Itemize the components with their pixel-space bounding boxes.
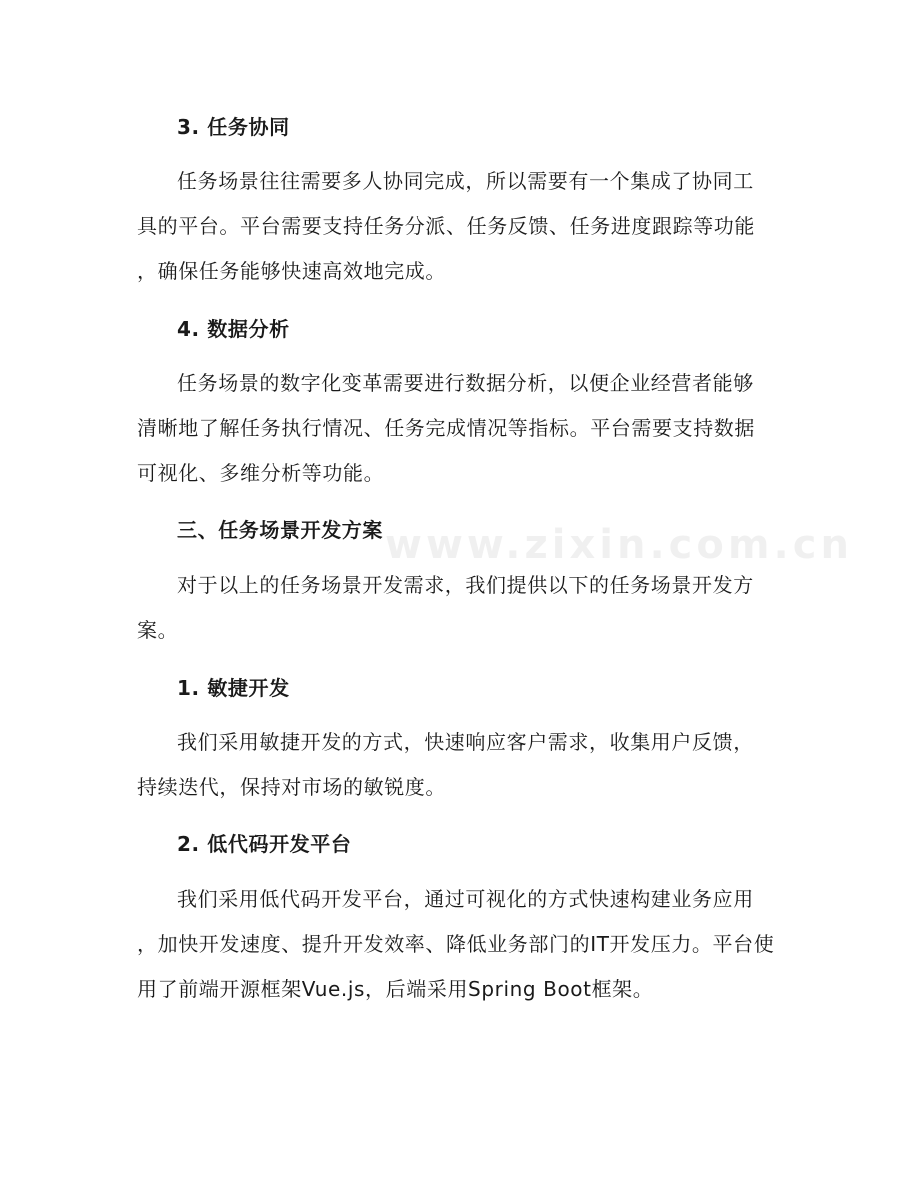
paragraph-line: 任务场景的数字化变革需要进行数据分析，以便企业经营者能够: [177, 371, 754, 395]
paragraph-line: ，加快开发速度、提升开发效率、降低业务部门的IT开发压力。平台使: [137, 932, 775, 956]
paragraph-line: 可视化、多维分析等功能。: [137, 461, 385, 485]
paragraph-line: 我们采用低代码开发平台，通过可视化的方式快速构建业务应用: [177, 887, 754, 911]
paragraph-line: 持续迭代，保持对市场的敏锐度。: [137, 775, 446, 799]
section-heading-agile-development: 1. 敏捷开发: [177, 676, 290, 700]
section-heading-data-analysis: 4. 数据分析: [177, 317, 290, 341]
paragraph-line: 案。: [137, 618, 179, 642]
paragraph-line: 对于以上的任务场景开发需求，我们提供以下的任务场景开发方: [177, 573, 754, 597]
paragraph-line: 清晰地了解任务执行情况、任务完成情况等指标。平台需要支持数据: [137, 416, 755, 440]
paragraph-line: 任务场景往往需要多人协同完成，所以需要有一个集成了协同工: [177, 169, 754, 193]
section-heading-task-collaboration: 3. 任务协同: [177, 115, 290, 139]
section-heading-low-code-platform: 2. 低代码开发平台: [177, 832, 352, 856]
watermark: www.zixin.com.cn: [385, 522, 853, 568]
section-heading-development-plan: 三、任务场景开发方案: [177, 518, 383, 542]
paragraph-line: 用了前端开源框架Vue.js，后端采用Spring Boot框架。: [137, 977, 654, 1001]
paragraph-line: ，确保任务能够快速高效地完成。: [137, 259, 446, 283]
paragraph-line: 我们采用敏捷开发的方式，快速响应客户需求，收集用户反馈，: [177, 730, 754, 754]
paragraph-line: 具的平台。平台需要支持任务分派、任务反馈、任务进度跟踪等功能: [137, 214, 755, 238]
